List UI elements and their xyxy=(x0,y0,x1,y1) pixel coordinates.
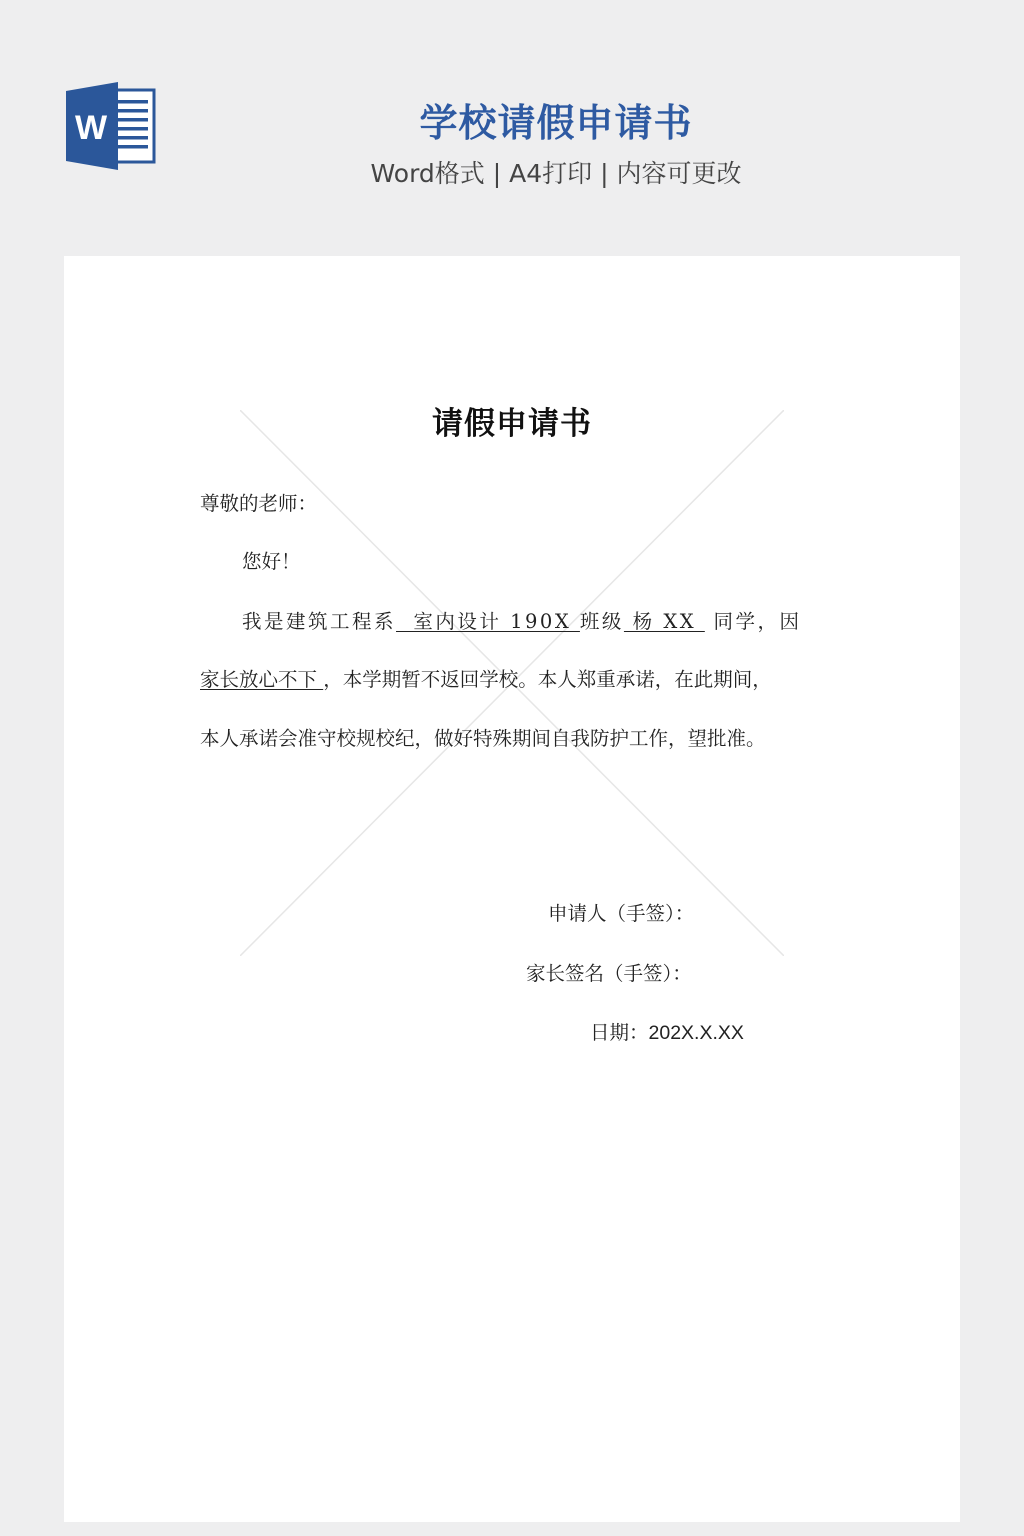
body-line-2 xyxy=(200,664,772,692)
reason-field: 家长放心不下 xyxy=(200,668,324,691)
body-text: 我是建筑工程系 xyxy=(242,610,397,633)
parent-signature-label: 家长签名（手签）： xyxy=(526,962,692,985)
document-page xyxy=(64,256,960,1522)
template-subtitle: Word格式 | A4打印 | 内容可更改 xyxy=(370,159,742,188)
date-label: 日期： xyxy=(590,1021,649,1044)
name-field: 杨 XX xyxy=(623,610,705,633)
body-text: 同学，因 xyxy=(704,610,802,633)
body-line-1 xyxy=(242,606,802,634)
date-line xyxy=(590,1017,744,1045)
body-text: 班级 xyxy=(579,610,624,633)
class-field: 室内设计 190X xyxy=(396,610,580,633)
date-value: 202X.X.XX xyxy=(648,1022,744,1044)
body-text: ，本学期暂不返回学校。本人郑重承诺，在此期间， xyxy=(323,668,772,691)
logo-letter: W xyxy=(74,109,108,147)
word-icon xyxy=(64,82,156,170)
template-header xyxy=(0,0,1024,256)
body-line-3: 本人承诺会准守校规校纪，做好特殊期间自我防护工作，望批准。 xyxy=(200,727,766,750)
template-title: 学校请假申请书 xyxy=(419,101,693,145)
applicant-signature-label: 申请人（手签）： xyxy=(548,902,695,925)
greeting: 您好！ xyxy=(242,550,301,573)
document-title: 请假申请书 xyxy=(432,406,592,442)
salutation: 尊敬的老师： xyxy=(200,492,318,515)
